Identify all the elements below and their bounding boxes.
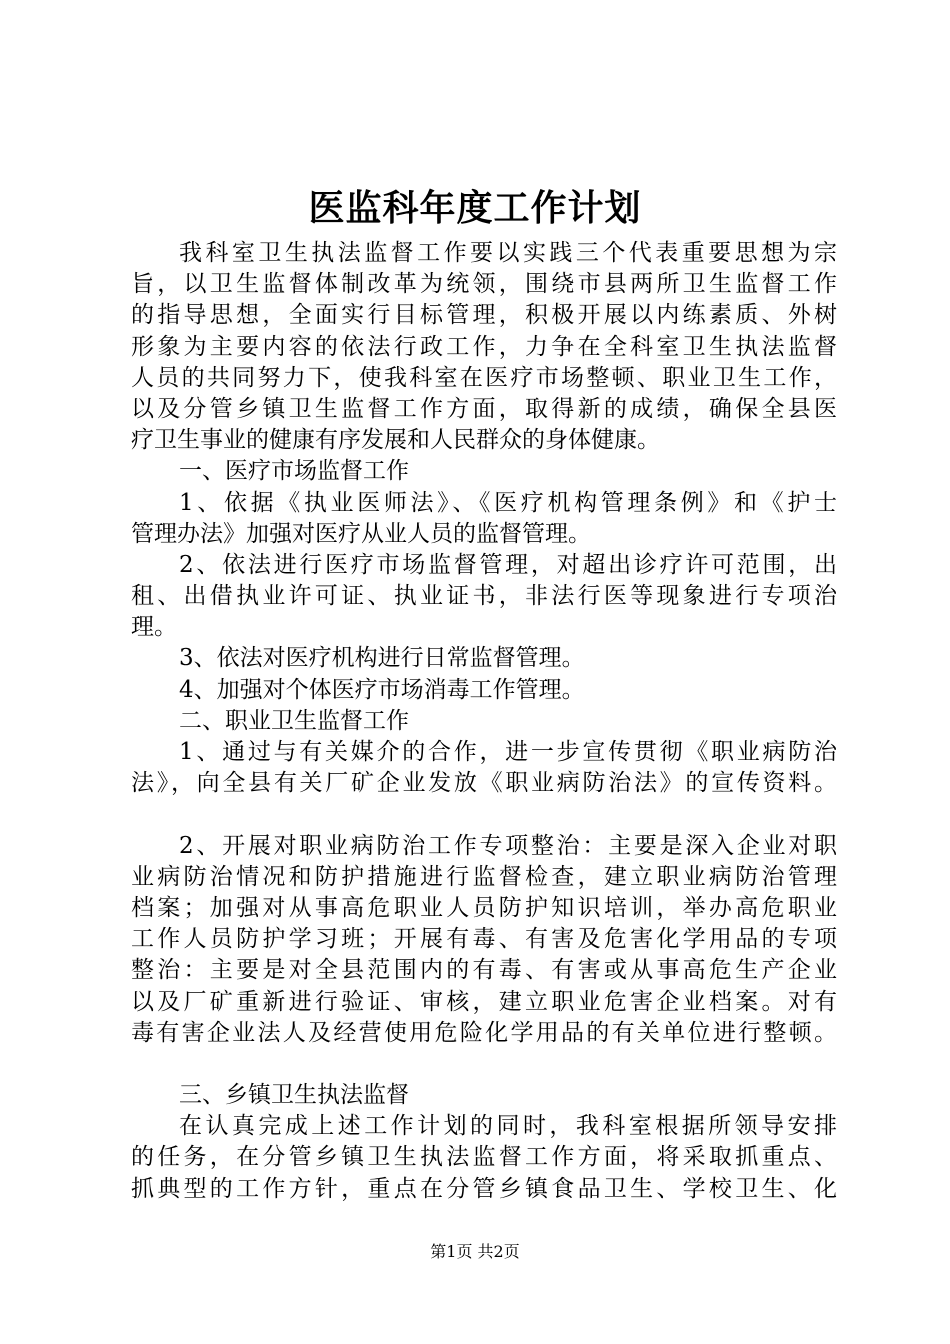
text-line: 疗卫生事业的健康有序发展和人民群众的身体健康。 xyxy=(131,427,660,454)
text-line: 2、依法进行医疗市场监督管理，对超出诊疗许可范围，出 xyxy=(179,551,837,578)
text-line: 二、职业卫生监督工作 xyxy=(179,707,409,734)
document-title: 医监科年度工作计划 xyxy=(308,187,642,229)
text-line: 的指导思想，全面实行目标管理，积极开展以内练素质、外树 xyxy=(131,302,837,329)
text-line: 形象为主要内容的依法行政工作，力争在全科室卫生执法监督 xyxy=(131,333,837,360)
text-line: 法》，向全县有关厂矿企业发放《职业病防治法》的宣传资料。 xyxy=(131,770,837,797)
text-line: 以及厂矿重新进行验证、审核，建立职业危害企业档案。对有 xyxy=(131,988,837,1015)
text-line: 我科室卫生执法监督工作要以实践三个代表重要思想为宗 xyxy=(179,240,837,266)
text-line: 在认真完成上述工作计划的同时，我科室根据所领导安排 xyxy=(179,1113,837,1140)
blank-line xyxy=(131,799,837,830)
text-line: 三、乡镇卫生执法监督 xyxy=(179,1082,409,1109)
text-line: 业病防治情况和防护措施进行监督检查，建立职业病防治管理 xyxy=(131,863,837,890)
document-body xyxy=(131,238,837,1205)
text-line: 2、开展对职业病防治工作专项整治：主要是深入企业对职 xyxy=(179,832,837,859)
text-line: 租、出借执业许可证、执业证书，非法行医等现象进行专项治 xyxy=(131,583,837,610)
text-line: 一、医疗市场监督工作 xyxy=(179,458,409,485)
text-line: 3、依法对医疗机构进行日常监督管理。 xyxy=(179,645,585,672)
text-line: 1、依据《执业医师法》、《医疗机构管理条例》和《护士 xyxy=(179,489,837,516)
text-line: 以及分管乡镇卫生监督工作方面，取得新的成绩，确保全县医 xyxy=(131,395,837,422)
text-line: 工作人员防护学习班；开展有毒、有害及危害化学用品的专项 xyxy=(131,926,837,953)
text-line: 旨，以卫生监督体制改革为统领，围绕市县两所卫生监督工作 xyxy=(131,271,837,298)
text-line: 抓典型的工作方针，重点在分管乡镇食品卫生、学校卫生、化 xyxy=(131,1175,837,1202)
page-footer: 第1页 共2页 xyxy=(430,1242,520,1261)
text-line: 毒有害企业法人及经营使用危险化学用品的有关单位进行整顿。 xyxy=(131,1019,837,1046)
text-line: 4、加强对个体医疗市场消毒工作管理。 xyxy=(179,676,585,703)
text-line: 理。 xyxy=(131,614,177,641)
text-line: 档案；加强对从事高危职业人员防护知识培训，举办高危职业 xyxy=(131,894,837,921)
text-line: 1、通过与有关媒介的合作，进一步宣传贯彻《职业病防治 xyxy=(179,739,837,765)
text-line: 人员的共同努力下，使我科室在医疗市场整顿、职业卫生工作， xyxy=(131,364,837,391)
text-line: 管理办法》加强对医疗从业人员的监督管理。 xyxy=(131,520,591,547)
text-line: 整治：主要是对全县范围内的有毒、有害或从事高危生产企业 xyxy=(131,957,837,984)
text-line: 的任务，在分管乡镇卫生执法监督工作方面，将采取抓重点、 xyxy=(131,1144,837,1171)
blank-line xyxy=(131,1049,837,1080)
